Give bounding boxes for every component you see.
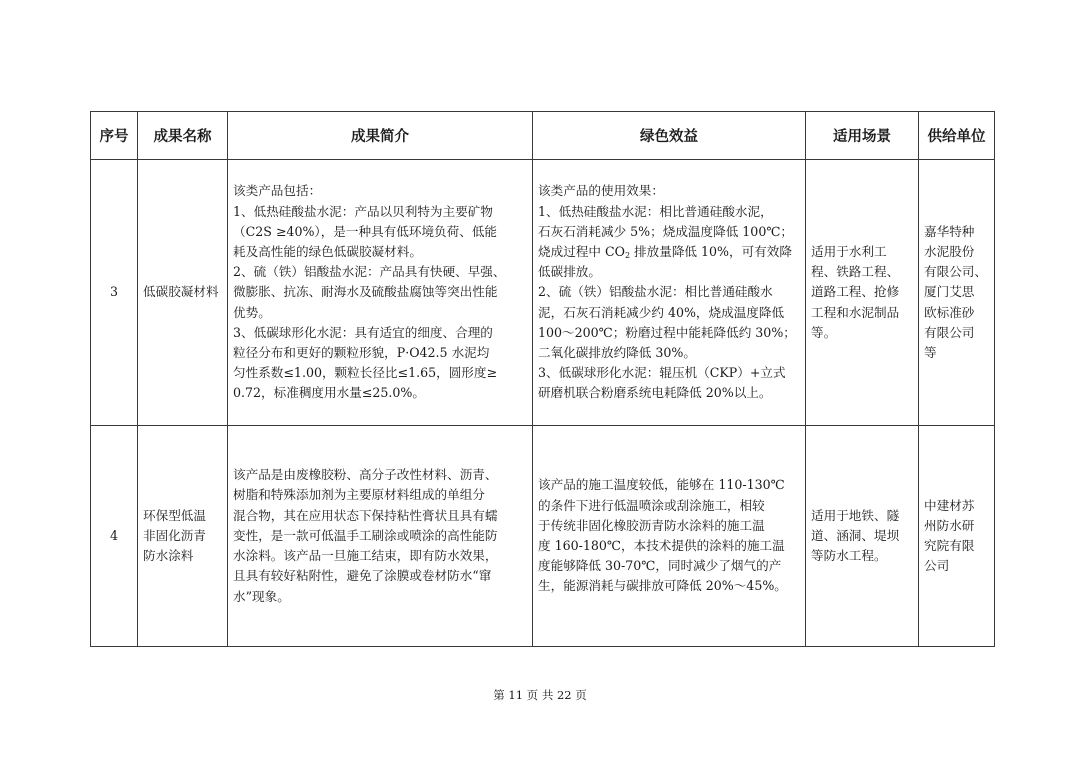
header-name: 成果名称 xyxy=(138,112,228,160)
benefit-line: 该产品的施工温度较低，能够在 110-130℃ xyxy=(538,477,785,493)
name-line: 环保型低温 xyxy=(143,507,206,523)
desc-line: 2、硫（铁）铝酸盐水泥：产品具有快硬、早强、 xyxy=(233,264,506,280)
benefit-line: 低碳排放。 xyxy=(538,264,601,280)
scene-line: 等。 xyxy=(811,324,837,340)
desc-line: 该类产品包括： xyxy=(233,183,322,199)
scene-line: 道路工程、抢修 xyxy=(811,284,900,300)
desc-line: 匀性系数≤1.00，颗粒长径比≤1.65，圆形度≥ xyxy=(233,365,498,381)
supplier-line: 究院有限 xyxy=(924,538,975,553)
benefit-line: 的条件下进行低温喷涂或刮涂施工，相较 xyxy=(538,497,765,513)
scene-line: 适用于地铁、隧 xyxy=(811,507,900,523)
desc-line: 0.72，标准稠度用水量≤25.0%。 xyxy=(233,385,425,401)
supplier-line: 水泥股份 xyxy=(924,243,975,259)
name-line: 防水涂料 xyxy=(143,548,194,564)
name-line: 非固化沥青 xyxy=(143,527,206,543)
benefit-line: 度能够降低 30-70℃，同时减少了烟气的产 xyxy=(538,558,782,574)
achievement-name xyxy=(138,426,228,647)
desc-line: 耗及高性能的绿色低碳胶凝材料。 xyxy=(233,243,422,259)
desc-line: 优势。 xyxy=(233,304,271,320)
benefit-line: 于传统非固化橡胶沥青防水涂料的施工温 xyxy=(538,517,765,533)
desc-line: 水”现象。 xyxy=(233,588,290,604)
achievement-name: 低碳胶凝材料 xyxy=(138,160,228,426)
desc-line: 3、低碳球形化水泥：具有适宜的细度、合理的 xyxy=(233,324,493,340)
benefit-line: 2、硫（铁）铝酸盐水泥：相比普通硅酸水 xyxy=(538,284,773,300)
achievements-table xyxy=(90,111,995,647)
header-supplier: 供给单位 xyxy=(919,112,995,160)
achievement-description xyxy=(228,426,533,647)
benefit-line: 泥，石灰石消耗减少约 40%，烧成温度降低 xyxy=(538,304,785,320)
benefit-line: 100～200℃；粉磨过程中能耗降低约 30%； xyxy=(538,324,796,340)
desc-line: 变性，是一款可低温手工刷涂或喷涂的高性能防 xyxy=(233,527,498,543)
co2-prefix: 烧成过程中 CO xyxy=(538,243,625,259)
desc-line: 粒径分布和更好的颗粒形貌，P·O42.5 水泥均 xyxy=(233,345,490,360)
scene-line: 工程和水泥制品 xyxy=(811,304,900,320)
scene-line: 程、铁路工程、 xyxy=(811,264,900,280)
benefit-line: 度 160-180℃，本技术提供的涂料的施工温 xyxy=(538,538,785,553)
header-desc: 成果简介 xyxy=(228,112,533,160)
scene-line: 适用于水利工 xyxy=(811,243,887,259)
benefit-line: 研磨机联合粉磨系统电耗降低 20%以上。 xyxy=(538,385,772,401)
green-benefit xyxy=(533,160,806,426)
header-no: 序号 xyxy=(91,112,138,160)
supplier-line: 厦门艾思 xyxy=(924,284,975,300)
supplier-line: 有限公司 xyxy=(924,324,975,340)
header-benefit: 绿色效益 xyxy=(533,112,806,160)
benefit-line-co2 xyxy=(538,242,800,262)
desc-line: （C2S ≥40%），是一种具有低环境负荷、低能 xyxy=(233,223,498,239)
supplier xyxy=(919,160,995,426)
table-row xyxy=(91,160,995,426)
supplier-line: 嘉华特种 xyxy=(924,223,975,239)
page-footer: 第 11 页 共 22 页 xyxy=(493,688,587,702)
row-number: 3 xyxy=(91,160,138,426)
supplier-line: 州防水研 xyxy=(924,517,975,533)
supplier-line: 有限公司、 xyxy=(924,264,987,280)
green-benefit xyxy=(533,426,806,647)
co2-rest: 排放量降低 10%，可有效降 xyxy=(630,243,792,259)
header-scene: 适用场景 xyxy=(806,112,919,160)
supplier-line: 公司 xyxy=(924,558,950,574)
desc-line: 混合物，其在应用状态下保持粘性膏状且具有蠕 xyxy=(233,507,498,523)
supplier-line: 欧标准砂 xyxy=(924,304,975,320)
desc-line: 水涂料。该产品一旦施工结束，即有防水效果， xyxy=(233,548,498,564)
achievement-description xyxy=(228,160,533,426)
scene-line: 道、涵洞、堤坝 xyxy=(811,527,900,543)
application-scene xyxy=(806,160,919,426)
row-number: 4 xyxy=(91,426,138,647)
table-row xyxy=(91,426,995,647)
table-header-row xyxy=(91,112,995,160)
desc-line: 树脂和特殊添加剂为主要原材料组成的单组分 xyxy=(233,487,485,503)
desc-line: 微膨胀、抗冻、耐海水及硫酸盐腐蚀等突出性能 xyxy=(233,284,498,300)
benefit-line: 1、低热硅酸盐水泥：相比普通硅酸水泥， xyxy=(538,203,773,219)
desc-line: 且具有较好粘附性，避免了涂膜或卷材防水“窜 xyxy=(233,568,492,584)
supplier-line: 中建材苏 xyxy=(924,497,975,513)
desc-line: 1、低热硅酸盐水泥：产品以贝利特为主要矿物 xyxy=(233,203,493,219)
benefit-line: 石灰石消耗减少 5%；烧成温度降低 100℃； xyxy=(538,223,794,239)
co2-subscript: 2 xyxy=(624,250,631,260)
application-scene xyxy=(806,426,919,647)
benefit-line: 该类产品的使用效果： xyxy=(538,183,664,199)
supplier xyxy=(919,426,995,647)
benefit-line: 生，能源消耗与碳排放可降低 20%～45%。 xyxy=(538,578,787,594)
benefit-line: 3、低碳球形化水泥：辊压机（CKP）+立式 xyxy=(538,365,786,381)
benefit-line: 二氧化碳排放约降低 30%。 xyxy=(538,345,696,360)
desc-line: 该产品是由废橡胶粉、高分子改性材料、沥青、 xyxy=(233,467,498,483)
supplier-line: 等 xyxy=(924,345,937,360)
scene-line: 等防水工程。 xyxy=(811,548,887,564)
